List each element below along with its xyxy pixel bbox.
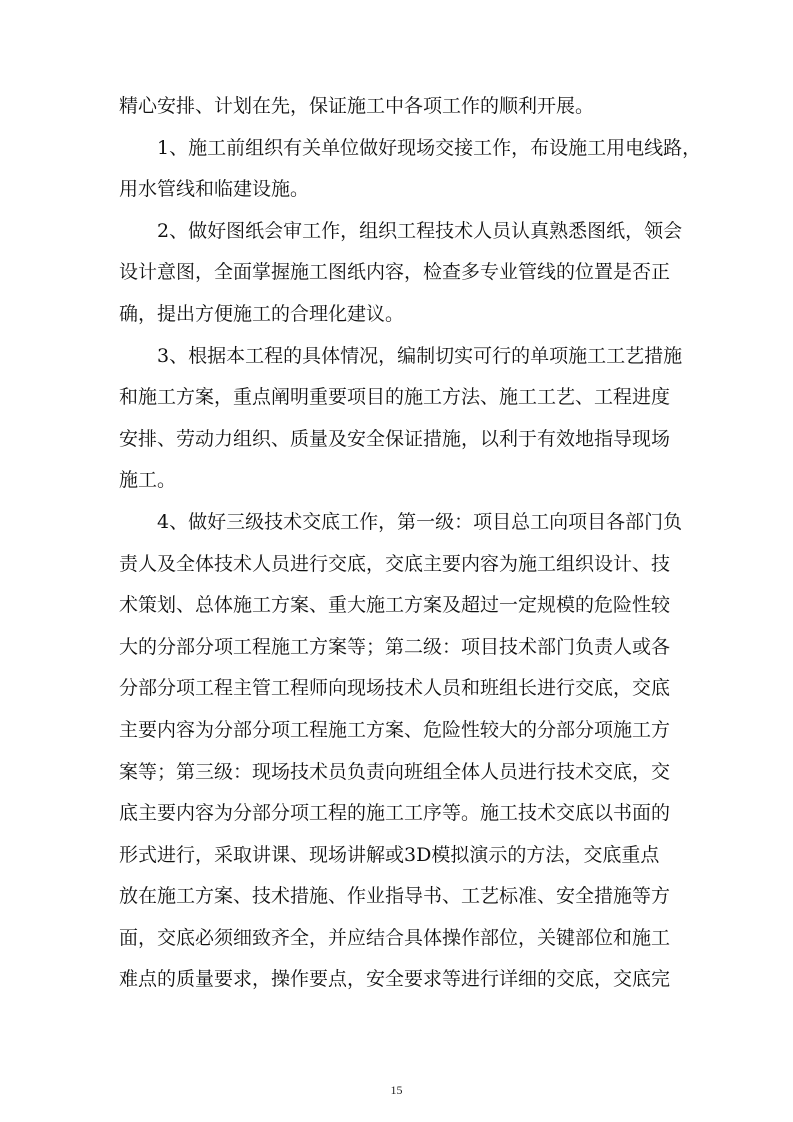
paragraph-4-first-line: 4、做好三级技术交底工作，第一级：项目总工向项目各部门负 — [157, 510, 683, 533]
text-line: 形式进行，采取讲课、现场讲解或3D模拟演示的方法，交底重点 — [119, 843, 660, 866]
text-line: 用水管线和临建设施。 — [119, 178, 310, 201]
text-line: 和施工方案，重点阐明重要项目的施工方法、施工工艺、工程进度 — [119, 386, 671, 409]
text-line: 责人及全体技术人员进行交底，交底主要内容为施工组织设计、技 — [119, 552, 671, 575]
text-line: 主要内容为分部分项工程施工方案、危险性较大的分部分项施工方 — [119, 718, 671, 741]
text-line: 精心安排、计划在先，保证施工中各项工作的顺利开展。 — [119, 95, 595, 117]
text-line: 大的分部分项工程施工方案等；第二级：项目技术部门负责人或各 — [119, 635, 671, 658]
page-number: 15 — [390, 1083, 403, 1097]
paragraph-3-first-line: 3、根据本工程的具体情况，编制切实可行的单项施工工艺措施 — [157, 344, 683, 367]
text-line: 底主要内容为分部分项工程的施工工序等。施工技术交底以书面的 — [119, 802, 671, 825]
text-line: 难点的质量要求，操作要点，安全要求等进行详细的交底，交底完 — [119, 968, 671, 991]
text-line: 分部分项工程主管工程师向现场技术人员和班组长进行交底，交底 — [119, 677, 671, 700]
text-line: 设计意图，全面掌握施工图纸内容，检查多专业管线的位置是否正 — [119, 261, 671, 284]
paragraph-1-first-line: 1、施工前组织有关单位做好现场交接工作，布设施工用电线路， — [157, 136, 702, 159]
text-line: 术策划、总体施工方案、重大施工方案及超过一定规模的危险性较 — [119, 594, 671, 617]
text-line: 面，交底必须细致齐全，并应结合具体操作部位，关键部位和施工 — [119, 926, 671, 949]
paragraph-2-first-line: 2、做好图纸会审工作，组织工程技术人员认真熟悉图纸，领会 — [157, 219, 683, 242]
text-line: 案等；第三级：现场技术员负责向班组全体人员进行技术交底，交 — [119, 760, 671, 783]
text-line: 确，提出方便施工的合理化建议。 — [119, 302, 405, 325]
text-line: 安排、劳动力组织、质量及安全保证措施，以利于有效地指导现场 — [119, 427, 671, 450]
body-text — [119, 86, 702, 1001]
text-line: 放在施工方案、技术措施、作业指导书、工艺标准、安全措施等方 — [119, 885, 671, 908]
text-line: 施工。 — [119, 469, 177, 492]
